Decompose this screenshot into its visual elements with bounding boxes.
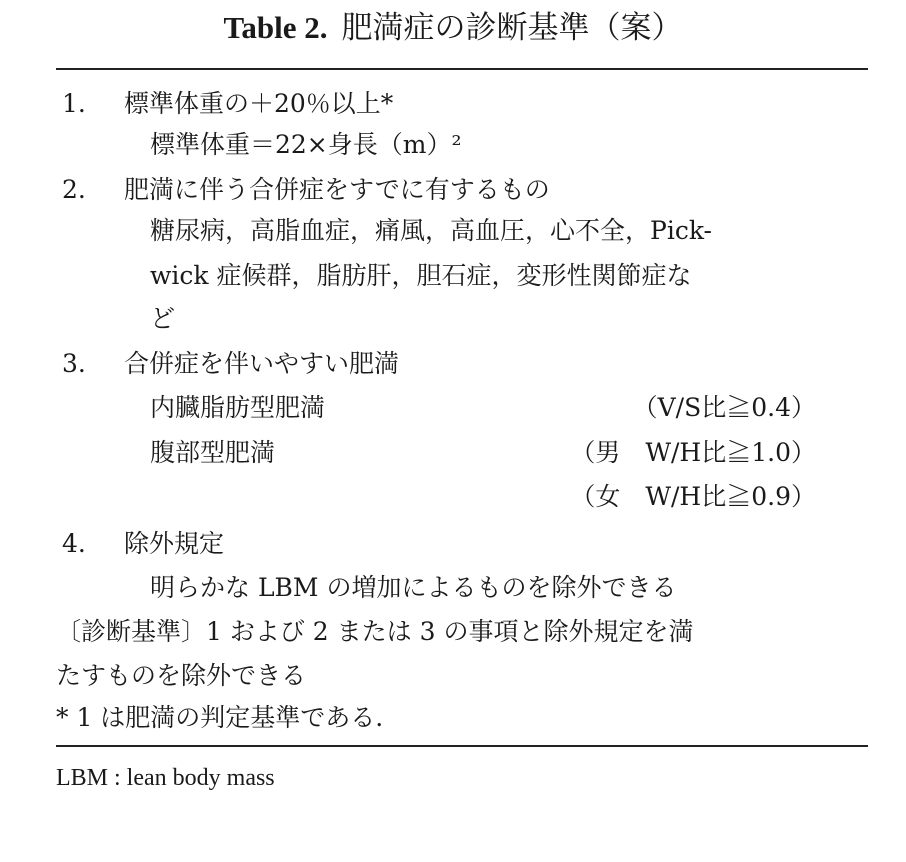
abbreviation-footnote: LBM : lean body mass bbox=[56, 765, 275, 791]
criterion-3-number: 3. bbox=[62, 349, 86, 378]
criterion-3 bbox=[62, 347, 399, 381]
diagnosis-rule-text: たすものを除外できる bbox=[56, 661, 307, 690]
visceral-obesity-label: 内臓脂肪型肥満 bbox=[150, 393, 326, 422]
exclusion-text: 明らかな LBM の増加によるものを除外できる bbox=[150, 573, 677, 602]
criterion-2-detail-line: wick 症候群，脂肪肝，胆石症，変形性関節症な bbox=[150, 261, 692, 290]
abdominal-obesity-label: 腹部型肥満 bbox=[150, 438, 276, 467]
table-label: Table 2. bbox=[223, 10, 328, 45]
criterion-1-formula: 標準体重＝22×身長（m）² bbox=[150, 130, 462, 159]
criterion-3-text: 合併症を伴いやすい肥満 bbox=[124, 349, 400, 378]
asterisk-note: * 1 は肥満の判定基準である. bbox=[56, 703, 384, 732]
table-title bbox=[0, 8, 906, 48]
criterion-2-number: 2. bbox=[62, 175, 86, 204]
criterion-4 bbox=[62, 527, 224, 561]
bottom-rule bbox=[56, 745, 868, 747]
criterion-4-number: 4. bbox=[62, 529, 86, 558]
criterion-1 bbox=[62, 87, 393, 121]
criterion-4-text: 除外規定 bbox=[124, 529, 225, 558]
abdominal-obesity-male-ratio: （男 W/H比≧1.0） bbox=[570, 438, 816, 467]
top-rule bbox=[56, 68, 868, 70]
diagnosis-rule-text: 〔診断基準〕1 および 2 または 3 の事項と除外規定を満 bbox=[56, 617, 694, 646]
criterion-1-text: 標準体重の＋20％以上* bbox=[124, 89, 394, 118]
visceral-obesity-ratio: （V/S比≧0.4） bbox=[632, 393, 816, 422]
criterion-2-detail-line: 糖尿病，高脂血症，痛風，高血圧，心不全，Pick- bbox=[150, 216, 712, 245]
table-title-text: 肥満症の診断基準（案） bbox=[341, 10, 683, 46]
criterion-2-detail-line: ど bbox=[150, 304, 176, 333]
criterion-2 bbox=[62, 173, 550, 207]
criterion-1-number: 1. bbox=[62, 89, 86, 118]
abdominal-obesity-female-ratio: （女 W/H比≧0.9） bbox=[570, 482, 816, 511]
criterion-2-text: 肥満に伴う合併症をすでに有するもの bbox=[124, 175, 550, 204]
